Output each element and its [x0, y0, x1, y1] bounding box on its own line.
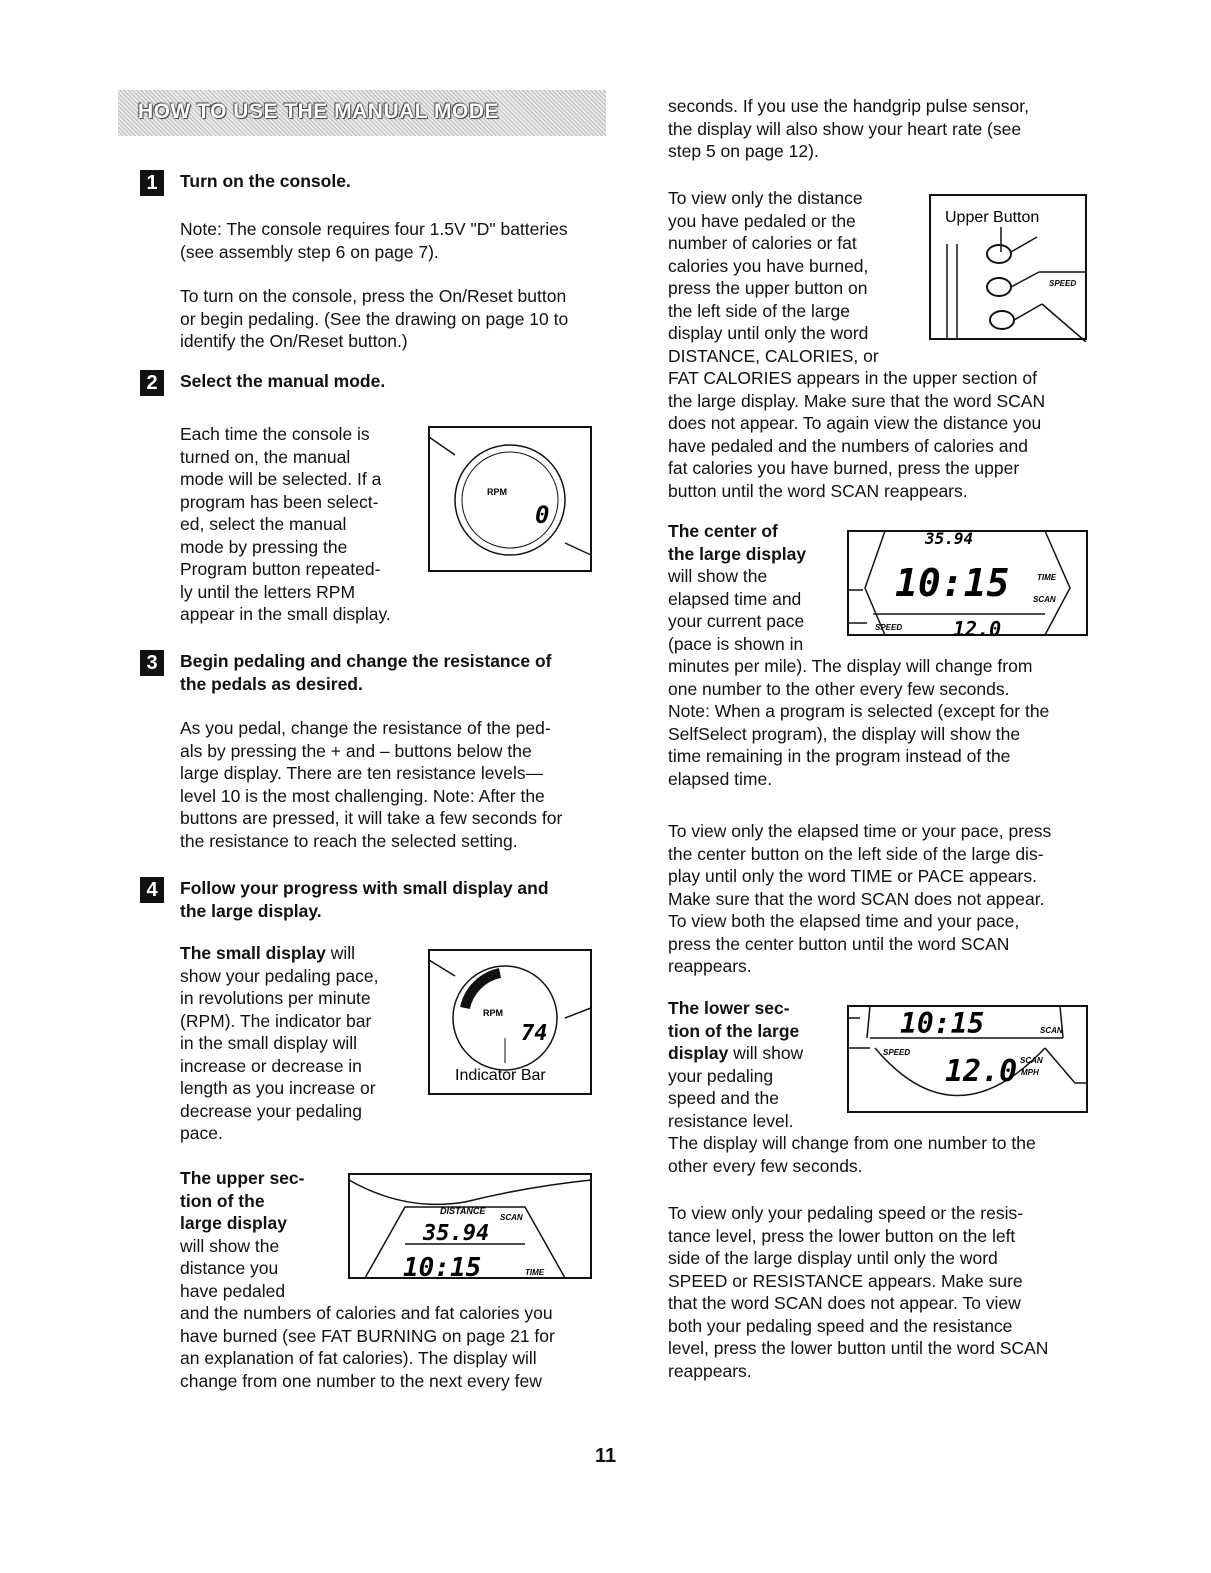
text-line: other every few seconds. — [668, 1155, 863, 1176]
text-line: appear in the small display. — [180, 604, 391, 624]
text-line: reappears. — [668, 956, 752, 976]
text-line: or begin pedaling. (See the drawing on page 10 to — [180, 308, 569, 329]
step-number-1: 1 — [140, 170, 164, 196]
text-line: one number to the other every few seconds. — [668, 678, 1010, 699]
text-line: and the numbers of calories and fat calories you — [180, 1303, 553, 1323]
step-number-4: 4 — [140, 877, 164, 903]
time-label: TIME — [525, 1268, 545, 1277]
text-line: change from one number to the next every few — [180, 1370, 542, 1391]
text-line: elapsed time and — [668, 588, 802, 609]
text-line: (see assembly step 6 on page 7). — [180, 241, 439, 262]
text-line: calories you have burned, — [668, 255, 869, 276]
step-3-body — [180, 717, 562, 852]
lower-display-figure — [845, 1003, 1090, 1115]
lead-text: display — [668, 1043, 729, 1063]
rpm-label: RPM — [487, 487, 507, 497]
text-line: large display — [180, 1213, 287, 1233]
text-line: in revolutions per minute — [180, 988, 371, 1008]
text-fragment: will — [325, 943, 356, 963]
text-line: The center of — [668, 521, 778, 541]
text-line: (pace is shown in — [668, 633, 804, 654]
text-line: seconds. If you use the handgrip pulse sensor, — [668, 96, 1029, 116]
page-number: 11 — [595, 1445, 617, 1467]
lower-button-paragraph — [668, 1202, 1048, 1382]
text-line: mode by pressing the — [180, 536, 348, 557]
text-line: have pedaled — [180, 1280, 286, 1301]
time-value: 10:15 — [900, 1007, 985, 1040]
upper-section-display-figure — [345, 1172, 595, 1282]
indicator-bar-figure — [425, 948, 595, 1098]
text-line: side of the large display until only the word — [668, 1248, 998, 1268]
text-line: tance level, press the lower button on the left — [668, 1225, 1016, 1246]
text-line: As you pedal, change the resistance of the ped- — [180, 718, 551, 738]
text-line: increase or decrease in — [180, 1055, 362, 1076]
text-line: you have pedaled or the — [668, 210, 856, 231]
text-line: The upper sec- — [180, 1168, 305, 1188]
text-line: the resistance to reach the selected setting. — [180, 830, 518, 851]
text-line: fat calories you have burned, press the upper — [668, 458, 1020, 478]
speed-label: SPEED — [1049, 279, 1077, 288]
scan-label: SCAN — [1033, 595, 1056, 604]
step-4-heading — [180, 877, 549, 922]
text-line: Note: When a program is selected (except for the — [668, 701, 1050, 721]
text-line: will show the — [668, 566, 768, 586]
text-fragment: will show — [728, 1043, 804, 1063]
center-button-paragraph — [668, 820, 1051, 978]
text-line: SPEED or RESISTANCE appears. Make sure — [668, 1270, 1023, 1291]
time-value: 10:15 — [403, 1253, 482, 1282]
text-line: speed and the — [668, 1088, 779, 1108]
small-display-rpm-figure — [425, 425, 595, 575]
text-line: will show the — [180, 1235, 280, 1256]
text-line: DISTANCE, CALORIES, or — [668, 345, 879, 366]
distance-value: 35.94 — [925, 529, 974, 548]
step-1-note — [180, 218, 568, 263]
speed-label: SPEED — [883, 1048, 911, 1057]
time-value: 10:15 — [895, 561, 1010, 605]
speed-value: 12.0 — [945, 1054, 1018, 1089]
text-line: the pedals as desired. — [180, 673, 363, 694]
text-line: step 5 on page 12). — [668, 141, 819, 161]
rpm-value: 0 — [535, 501, 550, 529]
text-line: have pedaled and the numbers of calories and — [668, 435, 1028, 456]
text-line: the large display — [668, 543, 807, 564]
text-line: button until the word SCAN reappears. — [668, 480, 968, 501]
text-line: tion of the — [180, 1190, 265, 1211]
right-intro — [668, 95, 1029, 163]
time-label: TIME — [1037, 573, 1057, 582]
scan-label: SCAN — [500, 1213, 523, 1222]
text-line: display until only the word — [668, 323, 869, 343]
text-line: turned on, the manual — [180, 446, 351, 467]
step-3-heading — [180, 650, 551, 695]
mph-label: MPH — [1021, 1068, 1039, 1077]
section-title: HOW TO USE THE MANUAL MODE — [138, 100, 500, 123]
text-line: To view both the elapsed time and your pace, — [668, 911, 1020, 931]
text-line: your current pace — [668, 611, 805, 631]
lead-text: The small display — [180, 943, 326, 963]
text-line: To view only your pedaling speed or the resis- — [668, 1203, 1024, 1223]
text-line: play until only the word TIME or PACE appears. — [668, 866, 1037, 886]
text-line: length as you increase or — [180, 1078, 376, 1098]
text-line: in the small display will — [180, 1033, 358, 1053]
small-display-text — [180, 942, 378, 1145]
text-line: the large display. — [180, 900, 322, 921]
text-line: mode will be selected. If a — [180, 469, 382, 489]
text-line: (RPM). The indicator bar — [180, 1010, 372, 1031]
text-line: pace. — [180, 1123, 223, 1143]
scan-label-2: SCAN — [1020, 1056, 1043, 1065]
text-line: identify the On/Reset button.) — [180, 331, 408, 351]
text-line: large display. There are ten resistance levels— — [180, 763, 544, 783]
text-line: SelfSelect program), the display will show the — [668, 723, 1021, 744]
text-line: the display will also show your heart rate (see — [668, 118, 1022, 139]
text-line: ly until the letters RPM — [180, 581, 356, 602]
text-line: Make sure that the word SCAN does not appear. — [668, 888, 1045, 909]
text-line: Follow your progress with small display and — [180, 878, 549, 898]
step-number-2: 2 — [140, 370, 164, 396]
distance-value: 35.94 — [423, 1221, 490, 1246]
rpm-value: 74 — [521, 1021, 548, 1046]
text-line: minutes per mile). The display will change from — [668, 656, 1033, 676]
text-line: the center button on the left side of the large dis- — [668, 843, 1044, 864]
text-line: your pedaling — [668, 1065, 774, 1086]
text-line: To view only the elapsed time or your pace, press — [668, 821, 1052, 841]
text-line: does not appear. To again view the distance you — [668, 413, 1042, 433]
text-line: time remaining in the program instead of the — [668, 746, 1011, 766]
upper-button-label: Upper Button — [945, 209, 1040, 226]
indicator-bar-label: Indicator Bar — [455, 1067, 546, 1084]
text-line: show your pedaling pace, — [180, 965, 379, 986]
center-display-figure — [845, 528, 1090, 638]
text-line: To turn on the console, press the On/Reset button — [180, 286, 567, 306]
text-line: reappears. — [668, 1360, 752, 1381]
step-1-heading: Turn on the console. — [180, 171, 351, 191]
text-line: resistance level. — [668, 1110, 794, 1131]
text-line: tion of the large — [668, 1020, 800, 1041]
speed-label: SPEED — [875, 623, 903, 632]
text-line: Note: The console requires four 1.5V "D" batteries — [180, 219, 568, 239]
text-line: buttons are pressed, it will take a few seconds for — [180, 808, 563, 828]
text-line: To view only the distance — [668, 188, 863, 208]
text-line: an explanation of fat calories). The display will — [180, 1348, 537, 1368]
text-line: distance you — [180, 1258, 279, 1278]
text-line: The display will change from one number to the — [668, 1133, 1036, 1153]
text-line: number of calories or fat — [668, 233, 857, 253]
pace-value: 12.0 — [953, 617, 1002, 638]
text-line: elapsed time. — [668, 768, 773, 789]
scan-label: SCAN — [1040, 1026, 1063, 1035]
text-line: the left side of the large — [668, 300, 850, 321]
distance-label: DISTANCE — [440, 1206, 486, 1216]
section-banner — [118, 90, 606, 136]
text-line: Begin pedaling and change the resistance of — [180, 651, 552, 671]
text-line: that the word SCAN does not appear. To view — [668, 1293, 1021, 1313]
text-line: press the center button until the word SCAN — [668, 933, 1010, 954]
text-line: both your pedaling speed and the resistance — [668, 1315, 1013, 1336]
text-line: Program button repeated- — [180, 559, 381, 579]
text-line: level, press the lower button until the word SCAN — [668, 1338, 1049, 1358]
text-line: level 10 is the most challenging. Note: After the — [180, 785, 545, 806]
text-line: FAT CALORIES appears in the upper section of — [668, 368, 1037, 388]
step-number-3: 3 — [140, 650, 164, 676]
text-line: program has been select- — [180, 491, 379, 512]
text-line: press the upper button on — [668, 278, 868, 298]
text-line: decrease your pedaling — [180, 1100, 362, 1121]
step-2-body — [180, 423, 391, 626]
step-2-heading: Select the manual mode. — [180, 371, 386, 391]
text-line: have burned (see FAT BURNING on page 21 for — [180, 1325, 555, 1346]
text-line: The lower sec- — [668, 998, 790, 1018]
text-line: als by pressing the + and – buttons below the — [180, 740, 532, 761]
text-line: ed, select the manual — [180, 514, 347, 534]
text-line: the large display. Make sure that the word SCAN — [668, 390, 1046, 411]
upper-button-figure — [927, 192, 1089, 342]
rpm-label: RPM — [483, 1008, 503, 1018]
step-1-instructions — [180, 285, 568, 353]
text-line: Each time the console is — [180, 424, 370, 444]
